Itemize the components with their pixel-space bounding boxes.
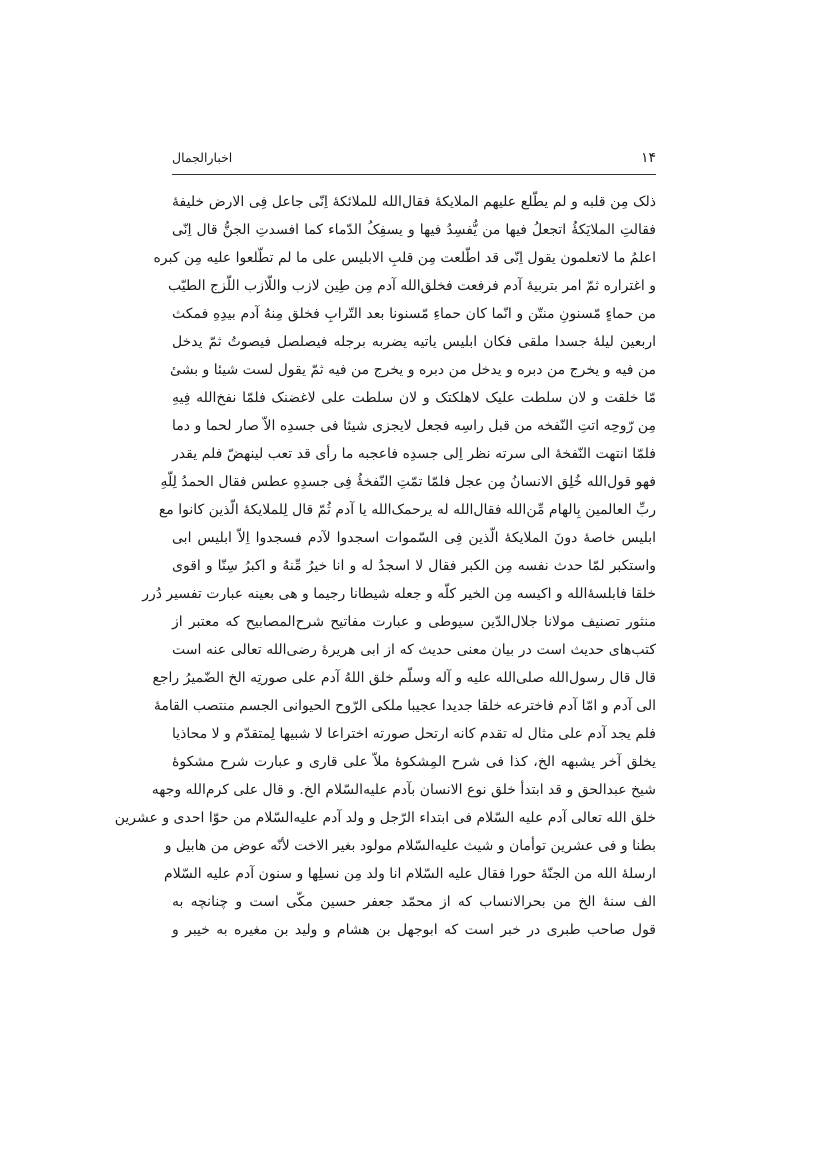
text-line: خلقا فابلسهٔ‌الله و اکیسه مِن الخیر کلّه و جعله شیطانا رجیما و هی بعینه عبارت تفسیر دُرر (142, 586, 656, 602)
text-line: بطنا و فی عشرین توأمان و شیث علیه‌السّلام مولود بغیر الاخت لأنّه عوض من هابیل و (164, 838, 656, 854)
text-line: فلم یجد آدم علی مثال له تقدم کانه ارتحل صورته اختراعا لا شبیها لِمتقدّم و لا محاذیا (172, 726, 656, 742)
text-line: قول صاحب طبری در خبر است که ابوجهل بن هشام و ولید بن مغیره به خیبر و (172, 922, 656, 938)
text-line: ارسلهٔ الله من الجنّهٔ حورا فقال علیه السّلام انا ولد مِن نسلِها و سنون آدم علیه السّلام (164, 866, 656, 882)
body-text (114, 188, 656, 944)
text-line: الف سنهٔ الخ من بحرالانساب که از محمّد جعفر حسین مکّی است و چنانچه به (172, 894, 656, 910)
text-line: و اغتراره ثمّ امر بتربیهٔ آدم فرفعت فخلق‌الله آدم مِن طِین لازب واللّازب اللّزج الطیّب (167, 278, 656, 294)
text-line: فلمّا انتهت النّفخهٔ الی سرته نظر اِلی جسدِه فاعجبه ما رأی قد تعب لینهضّ فلم یقدر (172, 446, 656, 462)
header-rule (172, 174, 656, 175)
text-line: خلق الله تعالی آدم علیه السّلام فی ابتداء الرّجل و ولد آدم علیه‌السّلام من حوّا احدی و عشرین (114, 810, 656, 826)
text-line: واستکبر لمّا حدث نفسه مِن الکبر فقال لا اسجدُ له و انا خیرُ مِّنهُ و اکبرُ سِنّا و اقوی (172, 558, 656, 574)
text-line: منثور تصنیف مولانا جلال‌الدّین سیوطی و عبارت مفاتیح شرح‌المصابیح که معتبر از (172, 614, 656, 630)
page-header (172, 146, 656, 170)
text-line: شیخ عبدالحق و قد ابتدأ خلق نوع الانسان بآدم علیه‌السّلام الخ. و قال علی کرم‌الله وجهه (151, 782, 656, 798)
text-line: ربِّ العالمین بِالهام مِّن‌الله فقال‌الله له یرحمک‌الله یا آدم ثُمّ قال لِلملایکهٔ الّذین کانوا مع (158, 502, 656, 518)
running-title: اخبارالجمال (172, 150, 233, 165)
text-line: من فیه و یخرج من دبره و یدخل من دبره و یخرج من فیه ثمّ یقول لست شیئا و بشیٔ (170, 362, 656, 378)
text-line: مّا خلقت و لان سلطت علیک لاهلکتک و لان سلطت علی لاغضنک فلمّا نفخ‌الله فِیهِ (172, 390, 656, 406)
text-line: من حماءٍ مّسنونِ منتّن و انّما کان حماءِ مّسنونا بعد التّرابِ فخلق مِنهُ آدم بیدِهِ فمکث (172, 306, 656, 322)
text-line: فهو قول‌الله خُلِق الانسانُ مِن عجل فلمّا تمّتِ النّفخهُٔ فِی جسدِهِ عطس فقال الحمدُ لِلّهِ (160, 474, 656, 490)
text-line: اربعین لیلهٔ جسدا ملقی فکان ابلیس یاتیه یضربه برجله فیصلصل فیصوتُ ثمّ یدخل (172, 334, 656, 350)
text-line: ذلک مِن قلبه و لم یطّلع علیهم الملایکهٔ فقال‌الله للملائکهٔ اِنّی جاعل فِی الارض خلیفهٔ (172, 194, 656, 210)
text-line: یخلق آخر یشبهه الخ، کذا فی شرح المِشکوهٔ ملاّ علی قاری و عبارت شرح مشکوهٔ (172, 754, 656, 770)
text-line: مِن رّوحِه اتتِ النّفخه من قبل راسِه فجعل لایجزی شیئا فی جسدِه الاّ صار لحما و دما (172, 418, 656, 434)
text-line: فقالتِ الملایَکهُٔ اتجعلُ فیها من یُّفسِدُ فیها و یسفِکُ الدّماء کما افسدتِ الجنُّ قال اِنّی (172, 222, 656, 238)
text-line: الی آدم و امّا آدم فاخترعه خلقا جدیدا عجیبا ملکی الرّوح الحیوانی الجسم منتصب القامهٔ (153, 698, 656, 714)
text-line: کتب‌های حدیث است در بیان معنی حدیث که از ابی هریرهٔ رضی‌الله تعالی عنه است (172, 642, 656, 658)
text-line: قال قال رسول‌الله صلی‌الله علیه و آله وسلّم خلق اللهُ آدم علی صورتِه الخ الضّمیرُ راجع (152, 670, 656, 686)
page-number: ۱۴ (640, 150, 656, 166)
text-line: ابلیس خاصهٔ دونَ الملایکهٔ الّذین فِی السّموات اسجدوا لآدم فسجدوا اِلاّ ابلیس ابی (172, 530, 656, 546)
text-line: اعلمُ ما لاتعلمون یقول اِنّی قد اطّلعت مِن قلبِ الابلیس علی ما لم تطّلعوا علیه مِن کبره (153, 250, 656, 266)
